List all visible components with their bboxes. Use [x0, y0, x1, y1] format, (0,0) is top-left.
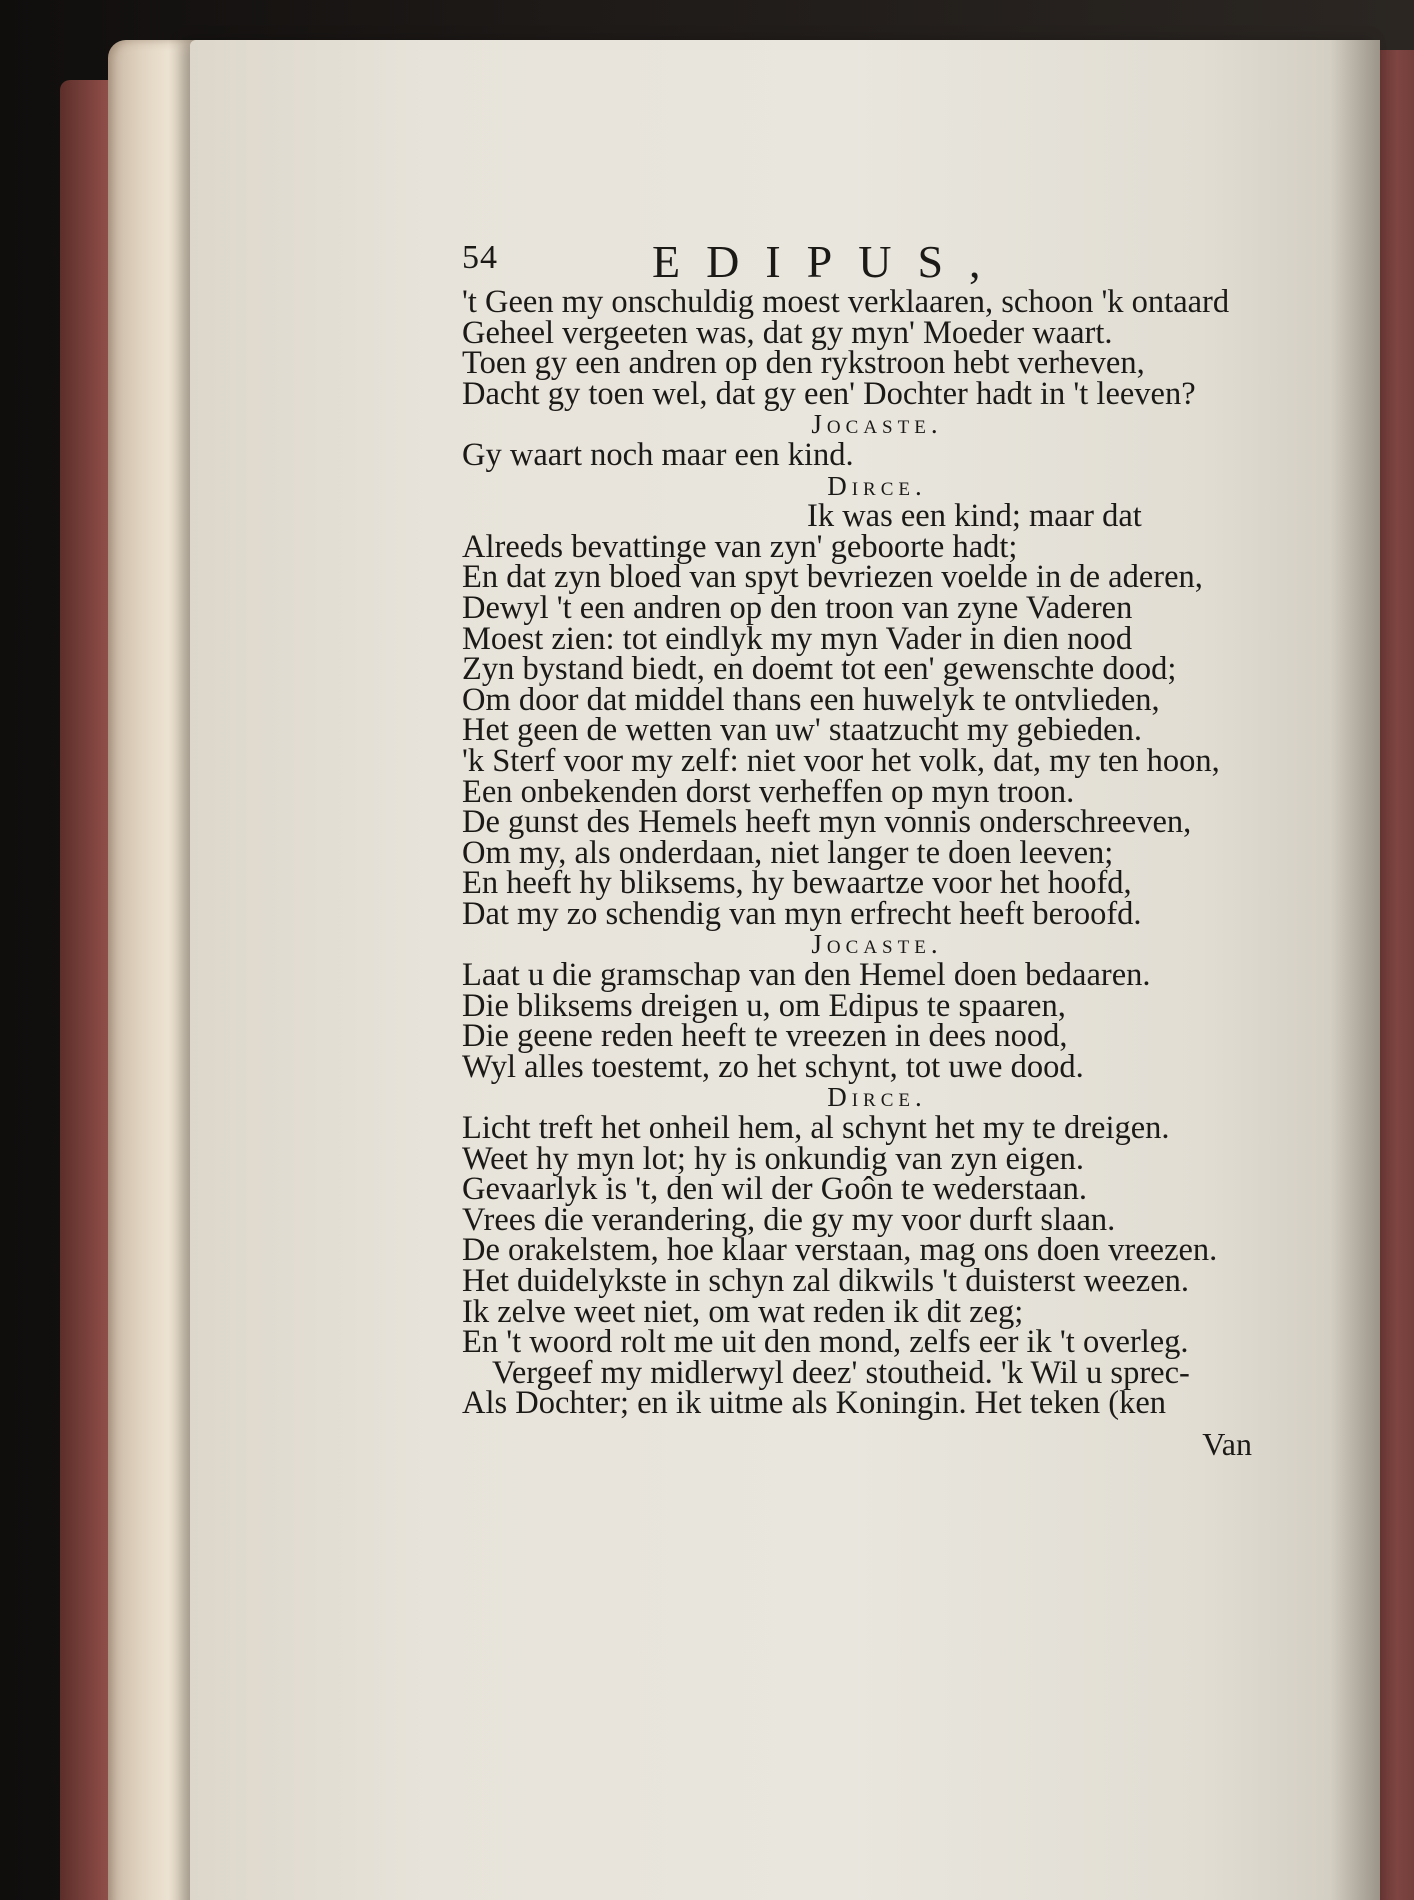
verse-lines: [462, 284, 1282, 1422]
verse-line: Licht treft het onheil hem, al schynt het my te dreigen.: [462, 1110, 1170, 1147]
verse-line: Laat u die gramschap van den Hemel doen bedaaren.: [462, 957, 1151, 994]
verse-line: Vrees die verandering, die gy my voor durft slaan.: [462, 1201, 1116, 1238]
verse-line: Ik was een kind; maar dat: [807, 498, 1142, 535]
verse-line: Wyl alles toestemt, zo het schynt, tot uwe dood.: [462, 1048, 1084, 1085]
verse-line: Moest zien: tot eindlyk my myn Vader in dien nood: [462, 620, 1133, 657]
verse-line: Dewyl 't een andren op den troon van zyne Vaderen: [462, 589, 1133, 626]
verse-line: Weet hy myn lot; hy is onkundig van zyn eigen.: [462, 1140, 1085, 1177]
gutter-shadow: [1330, 40, 1380, 1900]
verse-line: Dacht gy toen wel, dat gy een' Dochter hadt in 't leeven?: [462, 375, 1196, 412]
verse-line: Vergeef my midlerwyl deez' stoutheid. 'k Wil u sprec-: [492, 1354, 1190, 1391]
verse-line: Het geen de wetten van uw' staatzucht my gebieden.: [462, 712, 1142, 749]
speaker-name: Dirce.: [827, 1082, 927, 1113]
verse-line: Alreeds bevattinge van zyn' geboorte hadt;: [462, 528, 1018, 565]
verse-line: Gy waart noch maar een kind.: [462, 436, 854, 473]
verse-line: Om door dat middel thans een huwelyk te ontvlieden,: [462, 681, 1160, 718]
speaker-name: Dirce.: [827, 470, 927, 501]
verse-line: De gunst des Hemels heeft myn vonnis onderschreeven,: [462, 804, 1192, 841]
page-number: 54: [462, 239, 498, 276]
verse-line: En 't woord rolt me uit den mond, zelfs eer ik 't overleg.: [462, 1324, 1189, 1361]
verse-line: 'k Sterf voor my zelf: niet voor het volk, dat, my ten hoon,: [462, 742, 1220, 779]
speaker-name: Jocaste.: [811, 929, 943, 960]
page-text-block: [462, 235, 1282, 1460]
verse-line: Die bliksems dreigen u, om Edipus te spaaren,: [462, 987, 1066, 1024]
verse-line: De orakelstem, hoe klaar verstaan, mag ons doen vreezen.: [462, 1232, 1218, 1269]
speaker-name: Jocaste.: [811, 409, 943, 440]
verse-line: Die geene reden heeft te vreezen in dees nood,: [462, 1018, 1068, 1055]
verse-line: En heeft hy bliksems, hy bewaartze voor het hoofd,: [462, 865, 1132, 902]
verse-line: Om my, als onderdaan, niet langer te doen leeven;: [462, 834, 1114, 871]
verse-line: Als Dochter; en ik uitme als Koningin. Het teken (ken: [462, 1385, 1167, 1422]
verse-line: 't Geen my onschuldig moest verklaaren, schoon 'k ontaard: [462, 284, 1230, 320]
verse-line: Toen gy een andren op den rykstroon hebt verheven,: [462, 345, 1145, 382]
running-head: [462, 235, 1282, 287]
verse-line: Dat my zo schendig van myn erfrecht heeft beroofd.: [462, 895, 1142, 932]
verse-line: Gevaarlyk is 't, den wil der Goôn te wederstaan.: [462, 1171, 1087, 1208]
verse-line: Ik zelve weet niet, om wat reden ik dit zeg;: [462, 1293, 1024, 1330]
verse-line: En dat zyn bloed van spyt bevriezen voelde in de aderen,: [462, 559, 1203, 596]
catchword: Van: [1202, 1425, 1252, 1462]
verse-line: Zyn bystand biedt, en doemt tot een' gewenschte dood;: [462, 651, 1177, 688]
verse-line: Het duidelykste in schyn zal dikwils 't duisterst weezen.: [462, 1263, 1190, 1299]
verse-line: Een onbekenden dorst verheffen op myn troon.: [462, 773, 1075, 810]
running-title: EDIPUS,: [652, 236, 1007, 287]
verse-line: Geheel vergeeten was, dat gy myn' Moeder waart.: [462, 314, 1113, 351]
